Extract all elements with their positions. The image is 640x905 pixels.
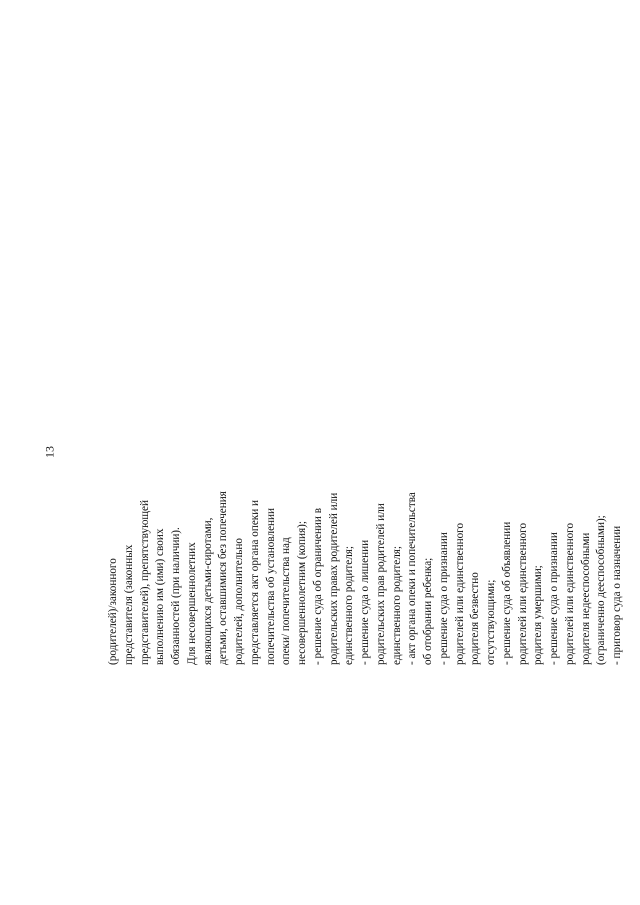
- page-number: 13: [42, 446, 57, 458]
- text-line: единственного родителя;: [343, 545, 356, 665]
- text-line: - решение суда об ограничении в: [311, 508, 324, 665]
- text-line: несовершеннолетним (копия);: [296, 521, 308, 665]
- text-line: родителей или единственного: [516, 522, 529, 665]
- text-line: - акт органа опеки и попечительства: [406, 492, 419, 665]
- text-line: отсутствующими;: [485, 579, 497, 665]
- text-line: родителя недееспособными: [579, 532, 592, 665]
- text-line: попечительства об установлении: [264, 507, 277, 665]
- rotated-text-column: [106, 45, 626, 665]
- text-line: - приговор суда о назначении: [611, 525, 623, 665]
- text-line: - решение суда об объявлении: [500, 521, 513, 665]
- text-line: выполнению им (ими) своих: [154, 528, 167, 665]
- text-line: являющихся детьми-сиротами,: [201, 517, 214, 665]
- text-line: об отобрании ребенка;: [422, 557, 434, 665]
- text-line: - решение суда о лишении: [359, 539, 371, 665]
- text-line: представляется акт органа опеки и: [248, 500, 261, 665]
- text-line: - решение суда о признании: [548, 532, 560, 665]
- text-line: единственного родителя;: [390, 545, 403, 665]
- text-line: родительских прав родителей или: [374, 503, 387, 665]
- text-line: родителей или единственного: [453, 522, 466, 665]
- text-line: представителя (законных: [122, 544, 135, 665]
- text-line: родителя умершими;: [532, 565, 545, 665]
- text-line: Для несовершеннолетних: [185, 542, 198, 665]
- text-line: обязанностей (при наличии).: [170, 527, 182, 665]
- text-line: (родителей)/законного: [107, 558, 119, 665]
- text-line: родителей или единственного: [563, 522, 576, 665]
- text-line: опеки/ попечительства над: [280, 537, 293, 665]
- text-line: родительских правах родителей или: [327, 492, 340, 665]
- text-line: (ограниченно дееспособными);: [595, 515, 608, 665]
- text-line: представителей), препятствующей: [138, 499, 151, 665]
- text-line: родителей, дополнительно: [233, 538, 245, 665]
- text-line: детьми, оставшимися без попечения: [217, 491, 230, 665]
- text-line: родителя безвестно: [469, 572, 482, 665]
- text-line: - решение суда о признании: [437, 532, 450, 665]
